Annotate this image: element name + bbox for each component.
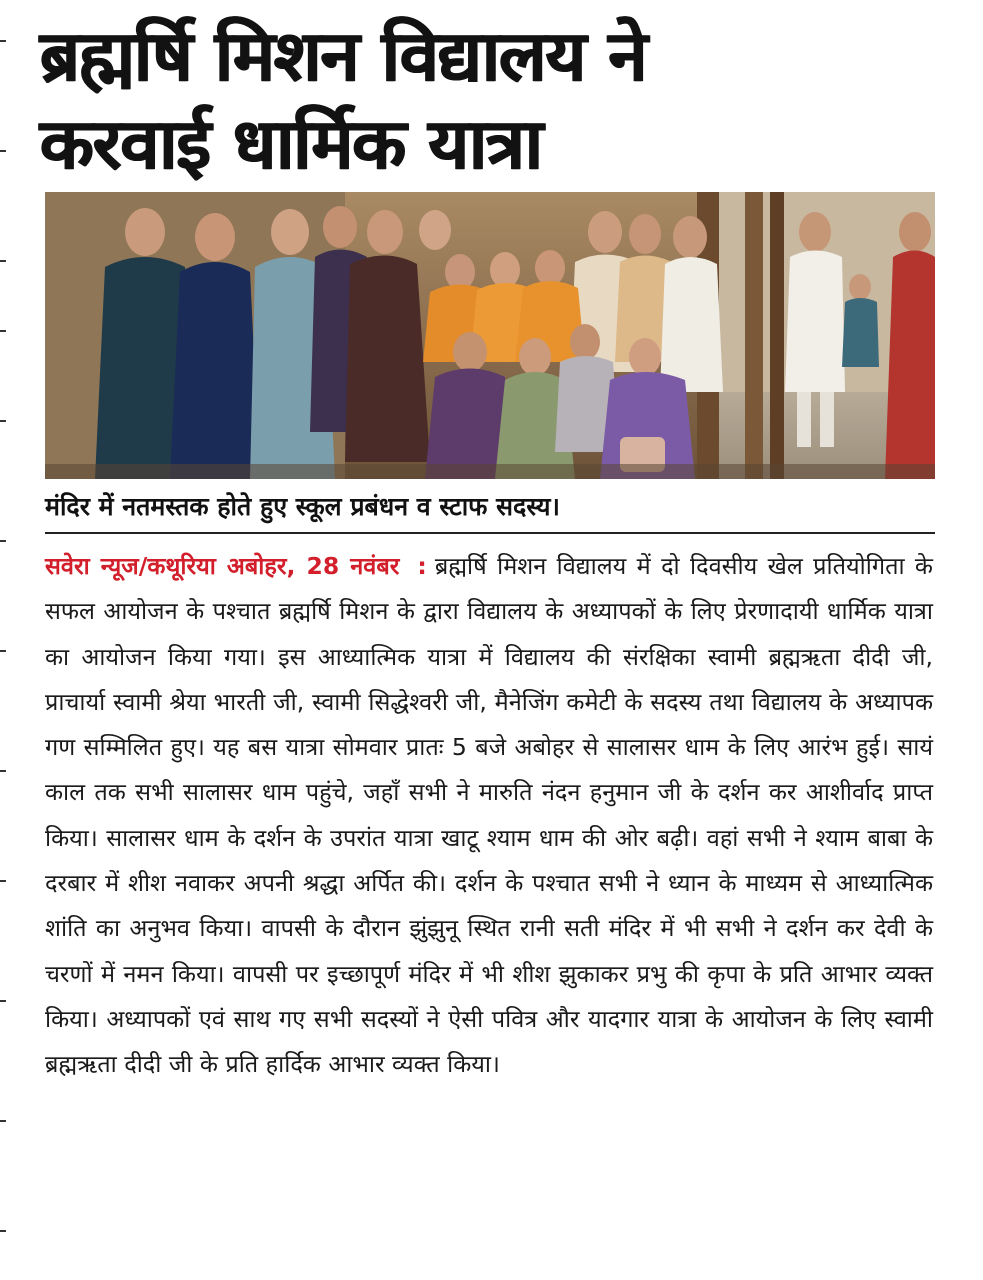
group-photo (45, 192, 935, 479)
photo-caption: मंदिर में नतमस्तक होते हुए स्कूल प्रबंधन व स्टाफ सदस्य। (45, 492, 561, 521)
group-photo-icon (45, 192, 935, 479)
article-body (45, 544, 933, 1088)
headline-line-1: ब्रह्मर्षि मिशन विद्यालय ने (40, 15, 647, 97)
caption-divider (45, 532, 935, 534)
page-edge-marks (0, 0, 14, 1280)
headline (40, 12, 940, 188)
dateline-colon: : (417, 552, 427, 580)
article-text: ब्रह्मर्षि मिशन विद्यालय में दो दिवसीय खेल प्रतियोगिता के सफल आयोजन के पश्चात ब्रह्मर्षि मिशन के द्वारा विद्यालय के अध्यापकों के लिए प्रेरणादायी धार्मिक यात्रा का आयोजन किया गया। इस आध्यात्मिक यात्रा में विद्यालय की संरक्षिका स्वामी ब्रह्मऋता दीदी जी, प्राचार्या स्वामी श्रेया भारती जी, स्वामी सिद्धेश्वरी जी, मैनेजिंग कमेटी के सदस्य तथा विद्यालय के अध्यापक गण सम्मिलित हुए। यह बस यात्रा सोमवार प्रातः 5 बजे अबोहर से सालासर धाम के लिए आरंभ हुई। सायं काल तक सभी सालासर धाम पहुंचे, जहाँ सभी ने मारुति नंदन हनुमान जी के दर्शन कर आशीर्वाद प्राप्त किया। सालासर धाम के दर्शन के उपरांत यात्रा खाटू श्याम धाम की ओर बढ़ी। वहां सभी ने श्याम बाबा के दरबार में शीश नवाकर अपनी श्रद्धा अर्पित की। दर्शन के पश्चात सभी ने ध्यान के माध्यम से आध्यात्मिक शांति का अनुभव किया। वापसी के दौरान झुंझुनू स्थित रानी सती मंदिर में भी सभी ने दर्शन कर देवी के चरणों में नमन किया। वापसी पर इच्छापूर्ण मंदिर में भी शीश झुकाकर प्रभु की कृपा के प्रति आभार व्यक्त किया। अध्यापकों एवं साथ गए सभी सदस्यों ने ऐसी पवित्र और यादगार यात्रा के आयोजन के लिए स्वामी ब्रह्मऋता दीदी जी के प्रति हार्दिक आभार व्यक्त किया। (45, 552, 933, 1079)
headline-line-2: करवाई धार्मिक यात्रा (40, 103, 542, 185)
article-dateline: सवेरा न्यूज/कथूरिया अबोहर, 28 नवंबर (45, 552, 400, 580)
